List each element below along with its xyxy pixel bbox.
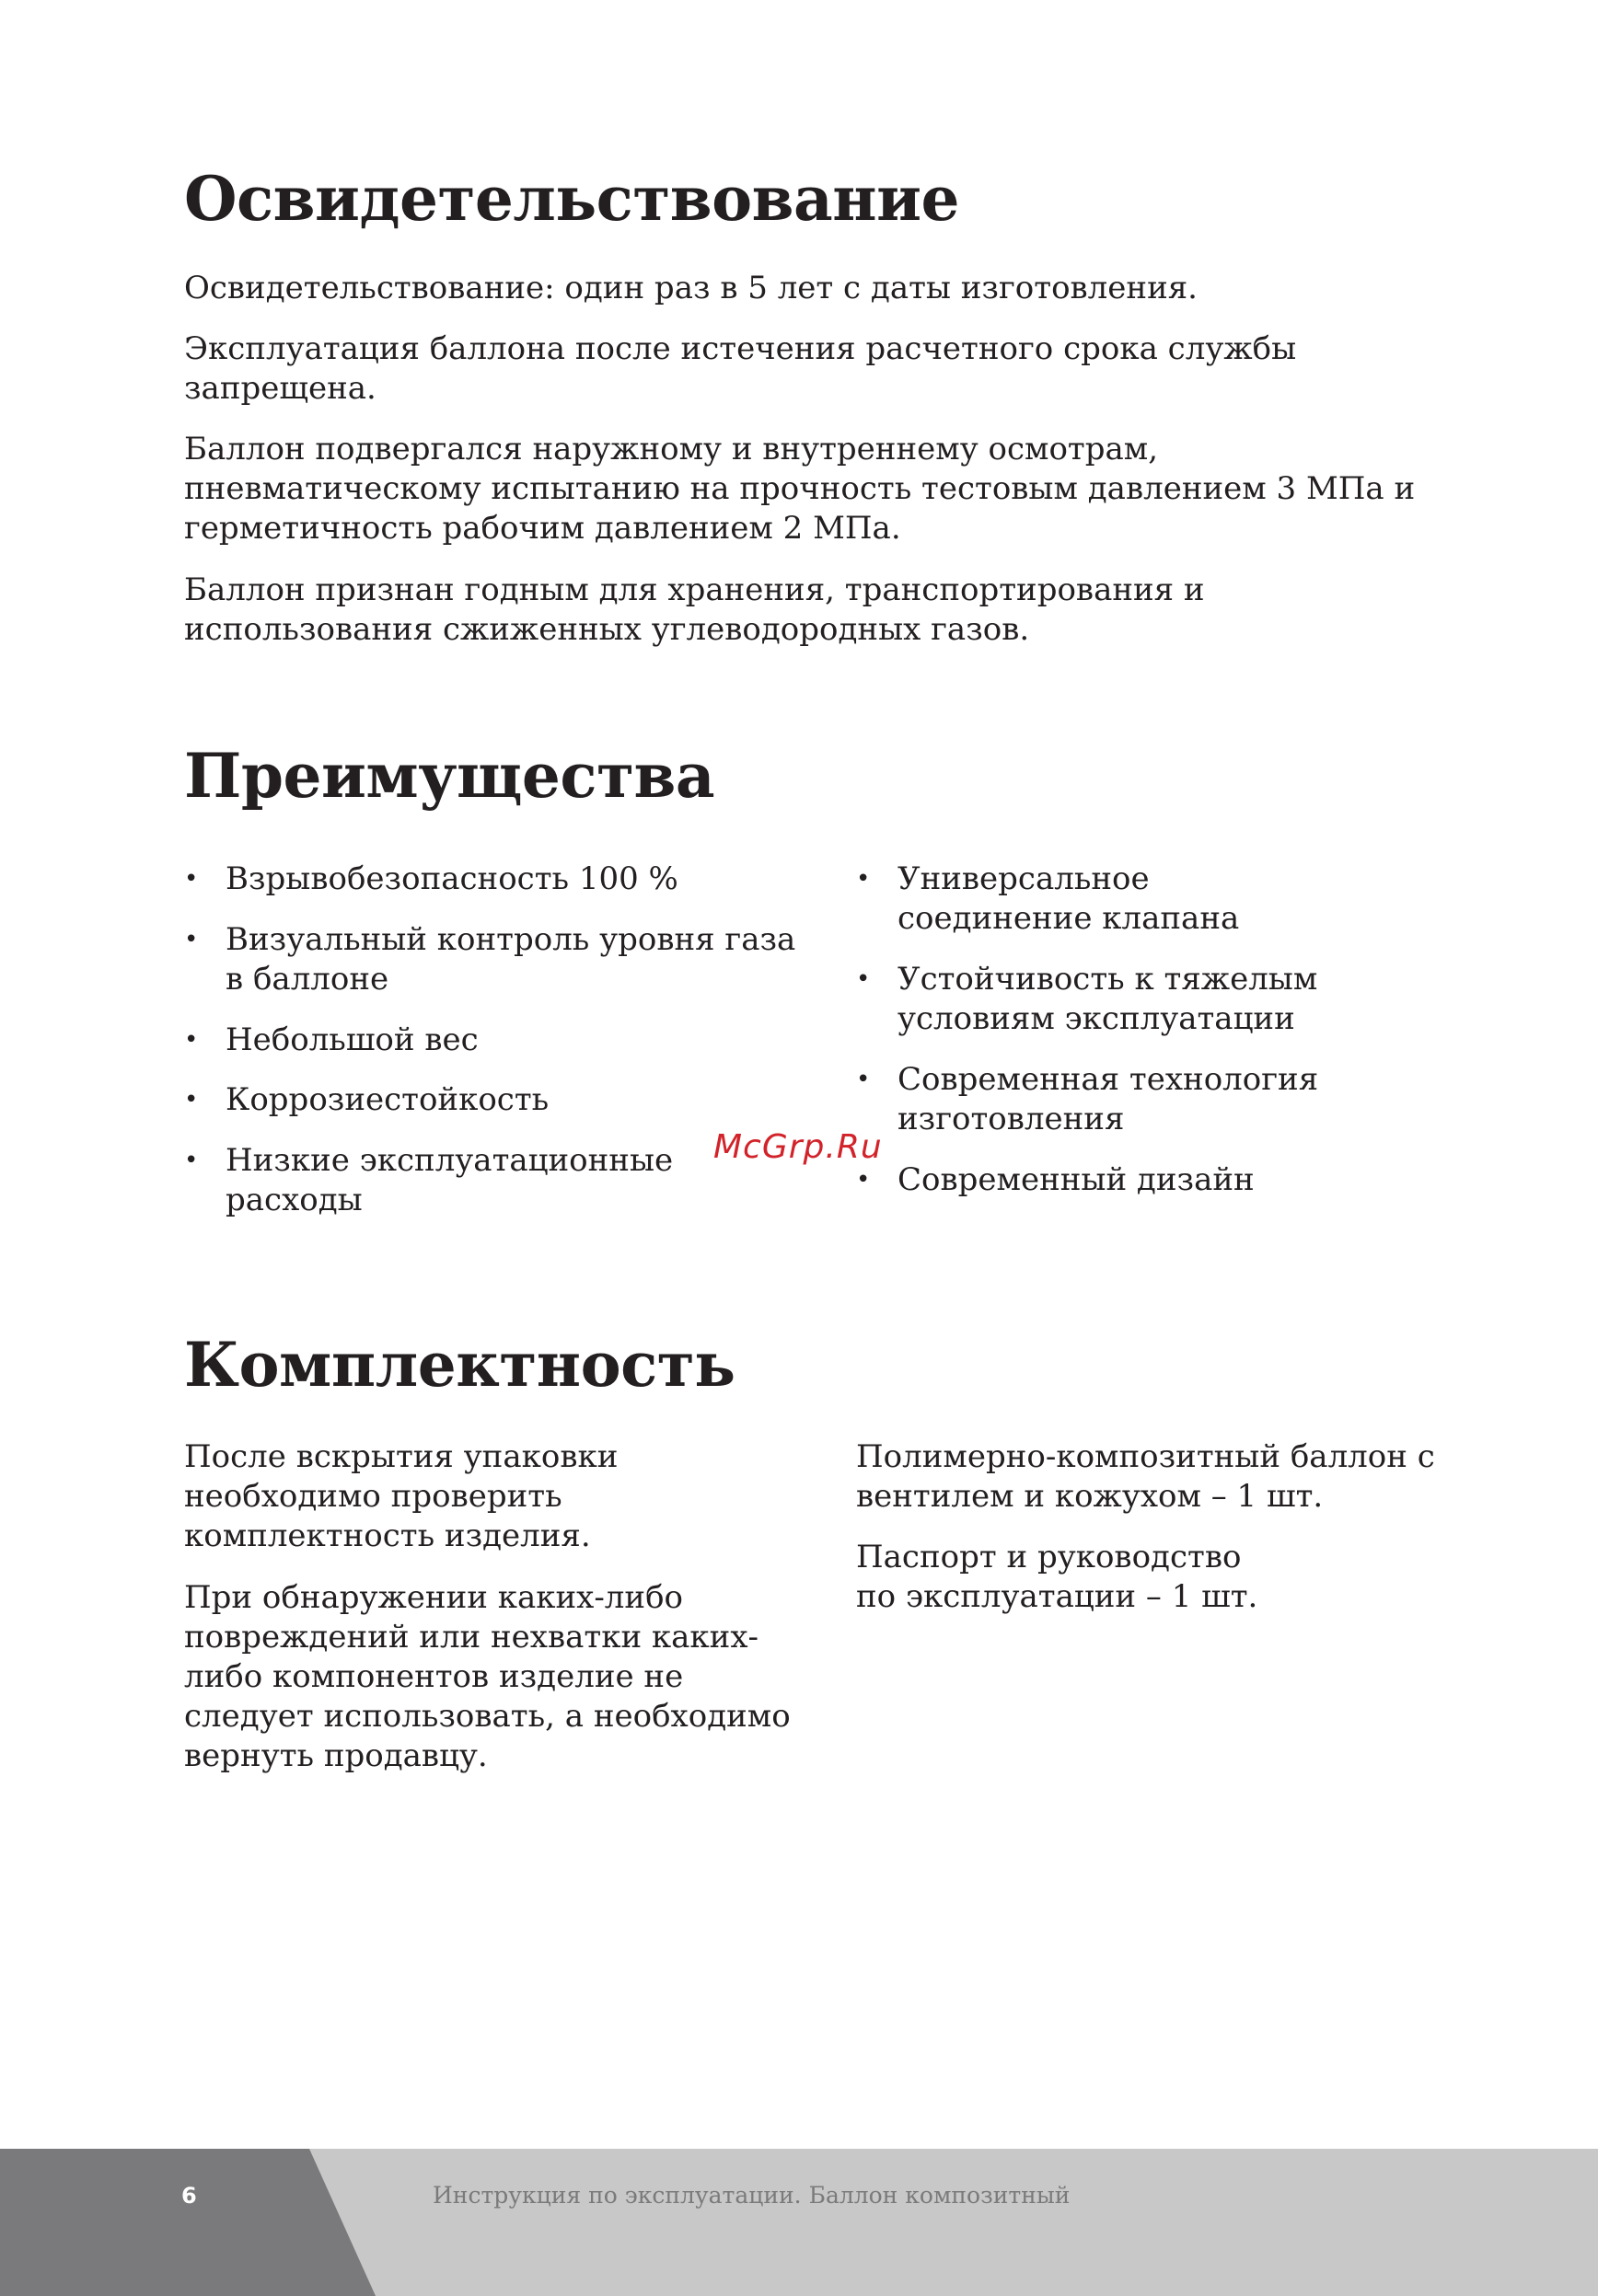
section-title-completeness: Комплектность xyxy=(184,1329,735,1401)
footer-dark-shape xyxy=(0,2149,376,2296)
completeness-item: Полимерно-композитный баллон с вентилем и кожухом – 1 шт. xyxy=(856,1438,1435,1515)
page-number: 6 xyxy=(181,2183,197,2209)
bullet-icon: • xyxy=(184,1147,199,1174)
inspection-paragraph: Баллон признан годным для хранения, транспортирования и использования сжиженных углеводородных газов. xyxy=(184,571,1205,648)
inspection-paragraph: Эксплуатация баллона после истечения расчетного срока службы запрещена. xyxy=(184,330,1297,407)
section-title-inspection: Освидетельствование xyxy=(184,163,960,235)
advantage-item: Низкие эксплуатационные расходы xyxy=(226,1142,674,1218)
bullet-icon: • xyxy=(856,1066,871,1093)
bullet-icon: • xyxy=(184,1086,199,1113)
completeness-item: Паспорт и руководство по эксплуатации – 1 шт. xyxy=(856,1539,1258,1615)
advantage-item: Современный дизайн xyxy=(897,1161,1255,1198)
section-title-advantages: Преимущества xyxy=(184,740,715,812)
completeness-paragraph: После вскрытия упаковки необходимо проверить комплектность изделия. xyxy=(184,1438,619,1554)
advantage-item: Взрывобезопасность 100 % xyxy=(226,860,678,897)
footer-band xyxy=(0,2149,1598,2296)
watermark-text: McGrp.Ru xyxy=(713,1128,883,1166)
advantage-item: Универсальное соединение клапана xyxy=(897,860,1240,937)
advantage-item: Устойчивость к тяжелым условиям эксплуатации xyxy=(897,961,1318,1037)
bullet-icon: • xyxy=(856,1166,871,1194)
bullet-icon: • xyxy=(184,1026,199,1054)
advantage-item: Коррозиестойкость xyxy=(226,1081,550,1118)
bullet-icon: • xyxy=(184,926,199,953)
advantage-item: Современная технология изготовления xyxy=(897,1061,1319,1137)
page-footer xyxy=(0,2149,1598,2296)
bullet-icon: • xyxy=(184,865,199,893)
inspection-paragraph: Баллон подвергался наружному и внутреннему осмотрам, пневматическому испытанию на прочность тестовым давлением 3 МПа и герметичность рабочим давлением 2 МПа. xyxy=(184,431,1416,547)
footer-title: Инструкция по эксплуатации. Баллон композитный xyxy=(433,2182,1071,2209)
bullet-icon: • xyxy=(856,865,871,893)
inspection-paragraph: Освидетельствование: один раз в 5 лет с даты изготовления. xyxy=(184,270,1198,306)
advantage-item: Визуальный контроль уровня газа в баллоне xyxy=(226,921,796,998)
bullet-icon: • xyxy=(856,965,871,993)
advantage-item: Небольшой вес xyxy=(226,1021,479,1058)
completeness-paragraph: При обнаружении каких-либо повреждений или нехватки каких-либо компонентов изделие не следует использовать, а необходимо вернуть продавцу. xyxy=(184,1579,791,1774)
